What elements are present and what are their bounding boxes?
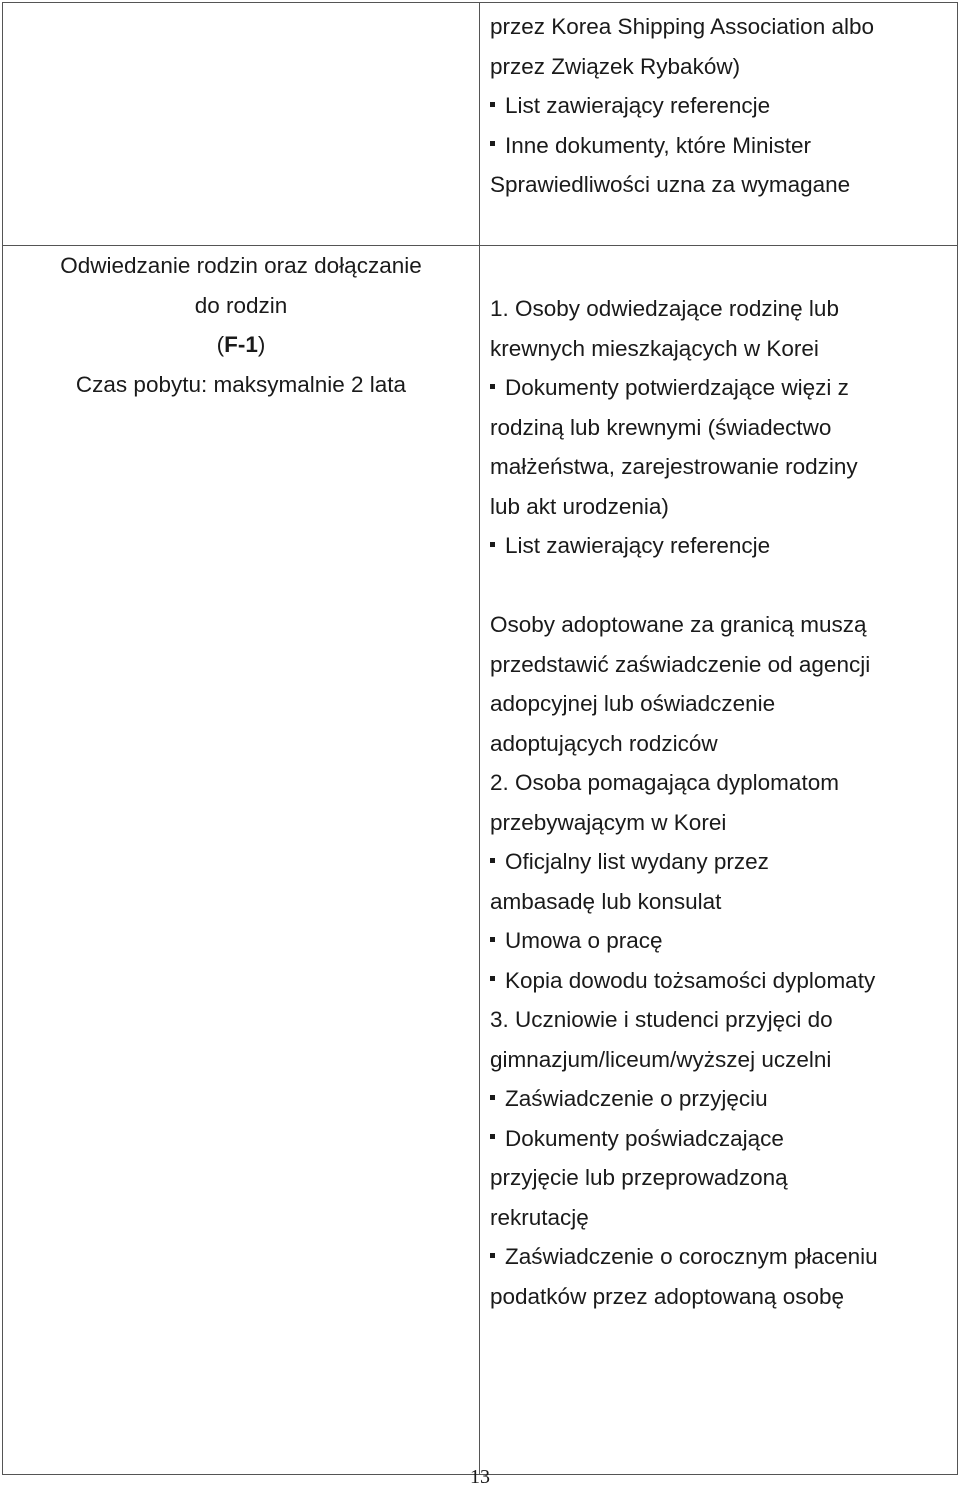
line-text: 1. Osoby odwiedzające rodzinę lub [490,296,839,321]
text-line [490,408,949,448]
page-number: 13 [470,1466,490,1488]
square-bullet-icon [490,384,495,389]
bullet-item [490,921,949,961]
bullet-item [490,842,949,882]
text-line [490,447,949,487]
line-text: rodziną lub krewnymi (świadectwo [490,414,832,440]
table-cell-empty [3,3,480,246]
visa-category-line: Odwiedzanie rodzin oraz dołączanie [60,253,422,278]
line-text: gimnazjum/liceum/wyższej uczelni [490,1046,832,1072]
visa-requirements-table [2,2,958,1475]
visa-category-cell [3,246,480,1475]
paragraph-gap [490,566,949,606]
visa-code: (F-1) [216,332,266,357]
text-line [490,1000,949,1040]
line-text: Zaświadczenie o corocznym płaceniu [505,1244,878,1269]
line-text: podatków przez adoptowaną osobę [490,1283,845,1309]
square-bullet-icon [490,937,495,942]
square-bullet-icon [490,976,495,981]
line-text: adopcyjnej lub oświadczenie [490,691,776,716]
line-text: małżeństwa, zarejestrowanie rodziny [490,454,858,479]
text-line [490,684,949,724]
bullet-item [490,86,949,126]
bullet-item [490,526,949,566]
line-text: przedstawić zaświadczenie od agencji [490,651,871,677]
line-text: przebywającym w Korei [490,809,727,835]
text-line [490,882,949,922]
text-line [490,1040,949,1080]
text-line [490,1198,949,1238]
text-line [490,329,949,369]
square-bullet-icon [490,141,495,146]
text-line [490,1158,949,1198]
requirements-list [490,7,949,205]
square-bullet-icon [490,1253,495,1258]
text-line [490,47,949,87]
requirements-cell [480,3,958,246]
line-text: przyjęcie lub przeprowadzoną [490,1165,788,1190]
visa-category-line: do rodzin [194,292,288,318]
text-line [490,1277,949,1317]
table-row [3,3,958,246]
square-bullet-icon [490,858,495,863]
requirements-list [490,289,949,1316]
line-text: Dokumenty poświadczające [505,1125,784,1151]
bullet-item [490,368,949,408]
stay-duration: Czas pobytu: maksymalnie 2 lata [75,371,407,397]
requirements-cell [480,246,958,1475]
line-text: ambasadę lub konsulat [490,888,722,914]
text-line [490,724,949,764]
line-text: przez Korea Shipping Association albo [490,14,874,39]
line-text: Osoby adoptowane za granicą muszą [490,612,867,637]
bullet-item [490,126,949,166]
line-text: 3. Uczniowie i studenci przyjęci do [490,1007,833,1032]
square-bullet-icon [490,1134,495,1139]
text-line [490,7,949,47]
line-text: przez Związek Rybaków) [490,53,741,79]
text-line [490,605,949,645]
line-text: List zawierający referencje [505,93,771,118]
text-line [490,645,949,685]
bullet-item [490,961,949,1001]
text-line [490,289,949,329]
line-text: 2. Osoba pomagająca dyplomatom [490,770,839,795]
text-line [490,803,949,843]
bullet-item [490,1079,949,1119]
text-line [490,165,949,205]
square-bullet-icon [490,102,495,107]
line-text: Umowa o pracę [505,928,663,953]
line-text: Oficjalny list wydany przez [505,849,769,874]
bullet-item [490,1119,949,1159]
text-line [490,487,949,527]
line-text: Inne dokumenty, które Minister [505,132,811,158]
line-text: List zawierający referencje [505,533,771,558]
visa-code-bold: F-1 [224,332,258,357]
line-text: Sprawiedliwości uzna za wymagane [490,172,851,197]
line-text: Zaświadczenie o przyjęciu [505,1086,768,1111]
square-bullet-icon [490,542,495,547]
line-text: lub akt urodzenia) [490,493,669,519]
line-text: Kopia dowodu tożsamości dyplomaty [505,967,876,993]
bullet-item [490,1237,949,1277]
line-text: krewnych mieszkających w Korei [490,335,819,361]
visa-category [3,246,479,404]
square-bullet-icon [490,1095,495,1100]
table-row [3,246,958,1475]
text-line [490,763,949,803]
line-text: adoptujących rodziców [490,730,718,756]
line-text: rekrutację [490,1204,589,1230]
line-text: Dokumenty potwierdzające więzi z [505,375,849,400]
